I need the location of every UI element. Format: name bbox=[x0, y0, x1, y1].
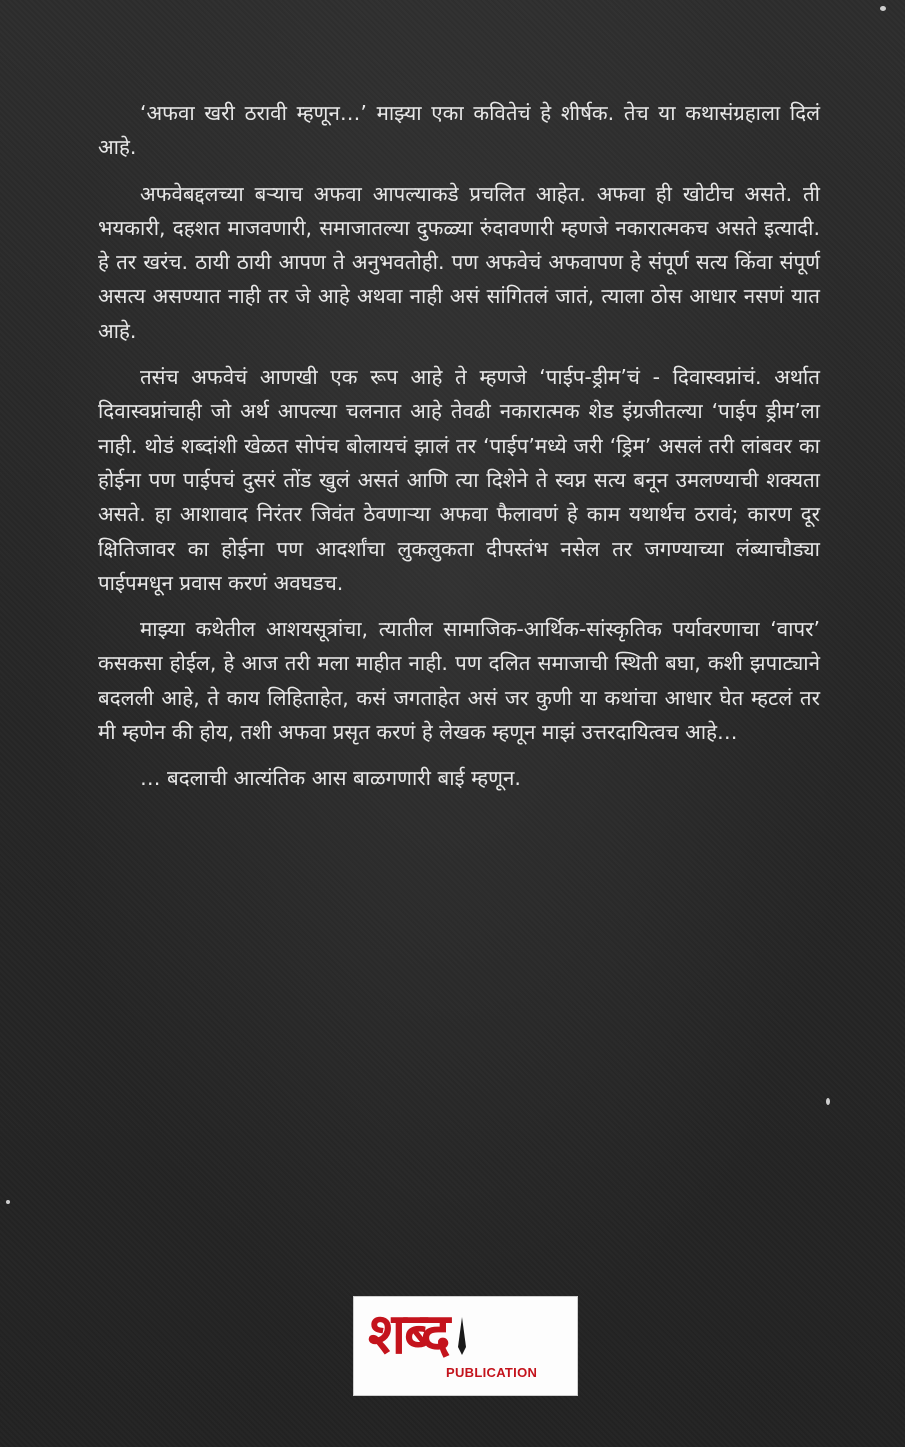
blurb-text bbox=[98, 96, 820, 808]
paragraph-rumours: अफवेबद्दलच्या बऱ्याच अफवा आपल्याकडे प्रचलित आहेत. अफवा ही खोटीच असते. ती भयकारी, दहशत माजवणारी, समाजातल्या दुफळ्या रुंदावणारी म्हणजे नकारात्मकच असते इत्यादी. हे तर खरंच. ठायी ठायी आपण ते अनुभवतोही. पण अफवेचं अफवापण हे संपूर्ण सत्य किंवा संपूर्ण असत्य असण्यात नाही तर जे आहे अथवा नाही असं सांगितलं जातं, त्याला ठोस आधार नसणं यात आहे. bbox=[98, 181, 820, 343]
paragraph-pipe-dream: तसंच अफवेचं आणखी एक रूप आहे ते म्हणजे ‘पाईप-ड्रीम’चं - दिवास्वप्नांचं. अर्थात दिवास्वप्नांचाही जो अर्थ आपल्या चलनात आहे तेवढी नकारात्मक शेड इंग्रजीतल्या ‘पाईप ड्रीम’ला नाही. थोडं शब्दांशी खेळत सोपंच बोलायचं झालं तर ‘पाईप’मध्ये जरी ‘ड्रिम’ असलं तरी लांबवर का होईना पण पाईपचं दुसरं तोंड खुलं असतं आणि त्या दिशेने ते स्वप्न सत्य बनून उमलण्याची शक्यता असते. हा आशावाद निरंतर जिवंत ठेवणाऱ्या अफवा फैलावणं हे काम यथार्थच ठरावं; कारण दूर क्षितिजावर का होईना पण आदर्शांचा लुकलुकता दीपस्तंभ नसेल तर जगण्याच्या लंब्याचौड्या पाईपमधून प्रवास करणं अवघडच. bbox=[98, 365, 820, 595]
publisher-logo bbox=[353, 1296, 578, 1396]
paragraph-responsibility: माझ्या कथेतील आशयसूत्रांचा, त्यातील सामाजिक-आर्थिक-सांस्कृतिक पर्यावरणाचा ‘वापर’ कसकसा होईल, हे आज तरी मला माहीत नाही. पण दलित समाजाची स्थिती बघा, कशी झपाट्याने बदलली आहे, ते काय लिहिताहेत, कसं जगताहेत असं जर कुणी या कथांचा आधार घेत म्हटलं तर मी म्हणेन की होय, तशी अफवा प्रसृत करणं हे लेखक म्हणून माझं उत्तरदायित्वच आहे… bbox=[98, 617, 820, 745]
publisher-logo-script: शब्द bbox=[368, 1302, 449, 1367]
paragraph-title-note: ‘अफवा खरी ठरावी म्हणून…’ माझ्या एका कवितेचं हे शीर्षक. तेच या कथासंग्रहाला दिलं आहे. bbox=[98, 101, 820, 160]
publisher-logo-text: PUBLICATION bbox=[446, 1365, 538, 1380]
paragraph-closing: … बदलाची आत्यंतिक आस बाळगणारी बाई म्हणून. bbox=[140, 766, 521, 791]
dust-speck bbox=[6, 1200, 10, 1204]
dust-speck bbox=[880, 6, 886, 11]
dust-speck bbox=[826, 1098, 830, 1105]
pen-nib-icon bbox=[458, 1317, 466, 1355]
